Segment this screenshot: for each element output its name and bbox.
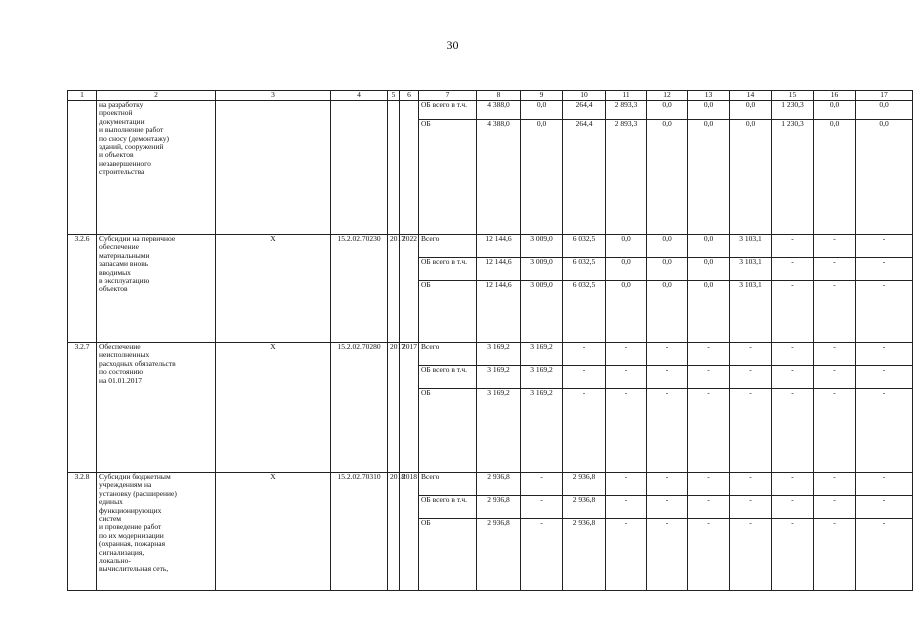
column-header: 2 (97, 91, 216, 101)
item-name-line: по их модернизации (99, 530, 164, 540)
item-name-line: установку (расширение) (99, 488, 177, 498)
amount-cell: - (814, 519, 856, 591)
amount-cell: - (688, 343, 730, 366)
amount-cell: 0,0 (814, 120, 856, 235)
amount-cell: - (772, 473, 814, 496)
amount-cell: 0,0 (814, 101, 856, 120)
funding-source: ОБ (419, 120, 477, 235)
item-name-line: по сносу (демонтажу) (99, 133, 170, 143)
amount-cell: - (730, 366, 772, 389)
item-name-line: Обеспечение (99, 342, 141, 351)
amount-cell: 2 936,8 (477, 496, 521, 519)
amount-cell: - (688, 519, 730, 591)
amount-cell: 1 230,3 (772, 101, 814, 120)
item-name-line: на 01.01.2017 (99, 375, 142, 385)
column-header: 3 (216, 91, 331, 101)
item-number: 3.2.8 (68, 473, 97, 591)
start-year: 2017 (388, 235, 400, 343)
table-row (68, 235, 913, 258)
amount-cell: - (606, 343, 647, 366)
item-name-line: функционирующих (99, 505, 162, 515)
amount-cell: - (814, 258, 856, 281)
amount-cell: 12 144,6 (477, 235, 521, 258)
item-name-line: документации (99, 116, 145, 126)
amount-cell: - (563, 343, 606, 366)
funding-source: ОБ (419, 389, 477, 473)
amount-cell: 0,0 (688, 120, 730, 235)
amount-cell: - (856, 235, 913, 258)
amount-cell: - (606, 366, 647, 389)
amount-cell: - (814, 235, 856, 258)
item-name (97, 235, 216, 343)
amount-cell: 3 009,0 (521, 258, 563, 281)
amount-cell: - (814, 366, 856, 389)
budget-code: 15.2.02.70310 (331, 473, 388, 591)
amount-cell: 0,0 (647, 120, 688, 235)
amount-cell: 0,0 (647, 101, 688, 120)
amount-cell: - (606, 519, 647, 591)
amount-cell: - (814, 389, 856, 473)
column-header: 7 (419, 91, 477, 101)
amount-cell: - (856, 281, 913, 343)
column-header: 10 (563, 91, 606, 101)
funding-source: ОБ всего в т.ч. (419, 258, 477, 281)
start-year: 2017 (388, 343, 400, 473)
amount-cell: 0,0 (730, 101, 772, 120)
amount-cell: - (647, 366, 688, 389)
item-name-line: Субсидии бюджетным (99, 472, 171, 481)
amount-cell: 12 144,6 (477, 281, 521, 343)
funding-source: ОБ (419, 519, 477, 591)
executor-mark: Х (216, 473, 331, 591)
end-year (400, 101, 419, 235)
amount-cell: - (772, 281, 814, 343)
amount-cell: 2 893,3 (606, 101, 647, 120)
item-name-line: строительства (99, 167, 145, 177)
amount-cell: - (772, 366, 814, 389)
amount-cell: 1 230,3 (772, 120, 814, 235)
item-name-line: и объектов (99, 150, 134, 160)
header-row (68, 91, 913, 101)
column-header: 11 (606, 91, 647, 101)
item-name-line: и проведение работ (99, 522, 162, 532)
amount-cell: - (647, 389, 688, 473)
end-year: 2022 (400, 235, 419, 343)
amount-cell: 2 936,8 (563, 496, 606, 519)
amount-cell: - (772, 343, 814, 366)
amount-cell: - (856, 366, 913, 389)
amount-cell: 0,0 (688, 258, 730, 281)
item-name-line: сигнализация, (99, 547, 145, 557)
column-header: 4 (331, 91, 388, 101)
amount-cell: 3 169,2 (477, 389, 521, 473)
amount-cell: - (647, 343, 688, 366)
funding-source: ОБ всего в т.ч. (419, 496, 477, 519)
item-name (97, 473, 216, 591)
amount-cell: - (730, 343, 772, 366)
item-name-line: на разработку (99, 100, 144, 109)
amount-cell: 6 032,5 (563, 235, 606, 258)
item-name-line: единых (99, 497, 123, 507)
amount-cell: 0,0 (606, 258, 647, 281)
funding-source: Всего (419, 473, 477, 496)
amount-cell: 2 936,8 (563, 519, 606, 591)
budget-table (67, 90, 913, 591)
item-name-line: в эксплуатацию (99, 276, 150, 286)
amount-cell: - (814, 473, 856, 496)
amount-cell: - (730, 519, 772, 591)
amount-cell: - (772, 519, 814, 591)
amount-cell: - (563, 389, 606, 473)
funding-source: ОБ всего в т.ч. (419, 366, 477, 389)
item-name (97, 101, 216, 235)
amount-cell: 3 103,1 (730, 258, 772, 281)
budget-code (331, 101, 388, 235)
start-year: 2018 (388, 473, 400, 591)
amount-cell: 0,0 (688, 281, 730, 343)
column-header: 16 (814, 91, 856, 101)
column-header: 5 (388, 91, 400, 101)
amount-cell: - (856, 389, 913, 473)
amount-cell: 3 169,2 (521, 343, 563, 366)
executor-mark (216, 101, 331, 235)
amount-cell: 6 032,5 (563, 258, 606, 281)
amount-cell: 3 009,0 (521, 235, 563, 258)
table-row (68, 343, 913, 366)
amount-cell: - (688, 496, 730, 519)
item-number: 3.2.7 (68, 343, 97, 473)
item-name-line: систем (99, 514, 122, 524)
item-name-line: локально- (99, 556, 131, 566)
executor-mark: Х (216, 235, 331, 343)
amount-cell: - (606, 496, 647, 519)
amount-cell: - (606, 473, 647, 496)
amount-cell: 3 169,2 (477, 366, 521, 389)
end-year: 2017 (400, 343, 419, 473)
amount-cell: - (730, 473, 772, 496)
amount-cell: - (688, 366, 730, 389)
amount-cell: 0,0 (647, 258, 688, 281)
column-header: 17 (856, 91, 913, 101)
start-year (388, 101, 400, 235)
amount-cell: 0,0 (856, 120, 913, 235)
amount-cell: 0,0 (647, 281, 688, 343)
amount-cell: 0,0 (606, 281, 647, 343)
item-name-line: неисполненных (99, 350, 150, 360)
column-header: 8 (477, 91, 521, 101)
amount-cell: 3 103,1 (730, 281, 772, 343)
item-name-line: проектной (99, 108, 133, 118)
item-number: 3.2.6 (68, 235, 97, 343)
item-name-line: Субсидии на первичное (99, 234, 176, 243)
amount-cell: 264,4 (563, 101, 606, 120)
amount-cell: - (521, 519, 563, 591)
column-header: 13 (688, 91, 730, 101)
amount-cell: 0,0 (688, 101, 730, 120)
amount-cell: 0,0 (856, 101, 913, 120)
amount-cell: - (606, 389, 647, 473)
item-name-line: обеспечение (99, 242, 139, 252)
amount-cell: - (814, 281, 856, 343)
amount-cell: 0,0 (521, 101, 563, 120)
amount-cell: 0,0 (730, 120, 772, 235)
amount-cell: - (647, 519, 688, 591)
amount-cell: - (772, 235, 814, 258)
amount-cell: - (856, 519, 913, 591)
amount-cell: 3 169,2 (521, 389, 563, 473)
column-header: 12 (647, 91, 688, 101)
page-number: 30 (446, 38, 459, 52)
column-header: 6 (400, 91, 419, 101)
amount-cell: - (730, 389, 772, 473)
item-name-line: вводимых (99, 267, 131, 277)
column-header: 1 (68, 91, 97, 101)
item-name-line: по состоянию (99, 367, 144, 377)
amount-cell: 3 009,0 (521, 281, 563, 343)
funding-source: ОБ всего в т.ч. (419, 101, 477, 120)
amount-cell: 4 388,0 (477, 120, 521, 235)
amount-cell: - (814, 343, 856, 366)
column-header: 14 (730, 91, 772, 101)
budget-code: 15.2.02.70230 (331, 235, 388, 343)
item-number (68, 101, 97, 235)
amount-cell: - (647, 473, 688, 496)
amount-cell: - (730, 496, 772, 519)
amount-cell: 4 388,0 (477, 101, 521, 120)
amount-cell: - (563, 366, 606, 389)
funding-source: Всего (419, 343, 477, 366)
amount-cell: - (688, 473, 730, 496)
amount-cell: - (772, 389, 814, 473)
amount-cell: - (521, 496, 563, 519)
amount-cell: - (647, 496, 688, 519)
item-name-line: незавершенного (99, 158, 151, 168)
amount-cell: - (772, 258, 814, 281)
item-name-line: объектов (99, 284, 128, 294)
amount-cell: - (814, 496, 856, 519)
amount-cell: - (856, 473, 913, 496)
item-name-line: материальными (99, 250, 150, 260)
budget-code: 15.2.02.70280 (331, 343, 388, 473)
amount-cell: 2 936,8 (563, 473, 606, 496)
amount-cell: 3 169,2 (521, 366, 563, 389)
funding-source: Всего (419, 235, 477, 258)
amount-cell: - (856, 258, 913, 281)
item-name-line: запасами вновь (99, 259, 149, 269)
amount-cell: 12 144,6 (477, 258, 521, 281)
end-year: 2018 (400, 473, 419, 591)
amount-cell: 2 936,8 (477, 519, 521, 591)
amount-cell: - (856, 496, 913, 519)
column-header: 9 (521, 91, 563, 101)
amount-cell: 3 169,2 (477, 343, 521, 366)
item-name-line: и выполнение работ (99, 125, 164, 135)
table-row (68, 473, 913, 496)
amount-cell: 2 936,8 (477, 473, 521, 496)
amount-cell: 3 103,1 (730, 235, 772, 258)
amount-cell: - (521, 473, 563, 496)
amount-cell: 0,0 (688, 235, 730, 258)
amount-cell: 0,0 (521, 120, 563, 235)
amount-cell: - (856, 343, 913, 366)
amount-cell: 0,0 (606, 235, 647, 258)
item-name-line: вычислительная сеть, (99, 564, 169, 574)
executor-mark: Х (216, 343, 331, 473)
item-name-line: учреждениям на (99, 480, 152, 490)
column-header: 15 (772, 91, 814, 101)
amount-cell: 2 893,3 (606, 120, 647, 235)
item-name-line: (охранная, пожарная (99, 539, 166, 549)
item-name (97, 343, 216, 473)
amount-cell: - (772, 496, 814, 519)
amount-cell: 6 032,5 (563, 281, 606, 343)
table-row (68, 101, 913, 120)
amount-cell: 0,0 (647, 235, 688, 258)
funding-source: ОБ (419, 281, 477, 343)
item-name-line: расходных обязательств (99, 358, 176, 368)
amount-cell: 264,4 (563, 120, 606, 235)
item-name-line: зданий, сооружений (99, 142, 164, 152)
amount-cell: - (688, 389, 730, 473)
